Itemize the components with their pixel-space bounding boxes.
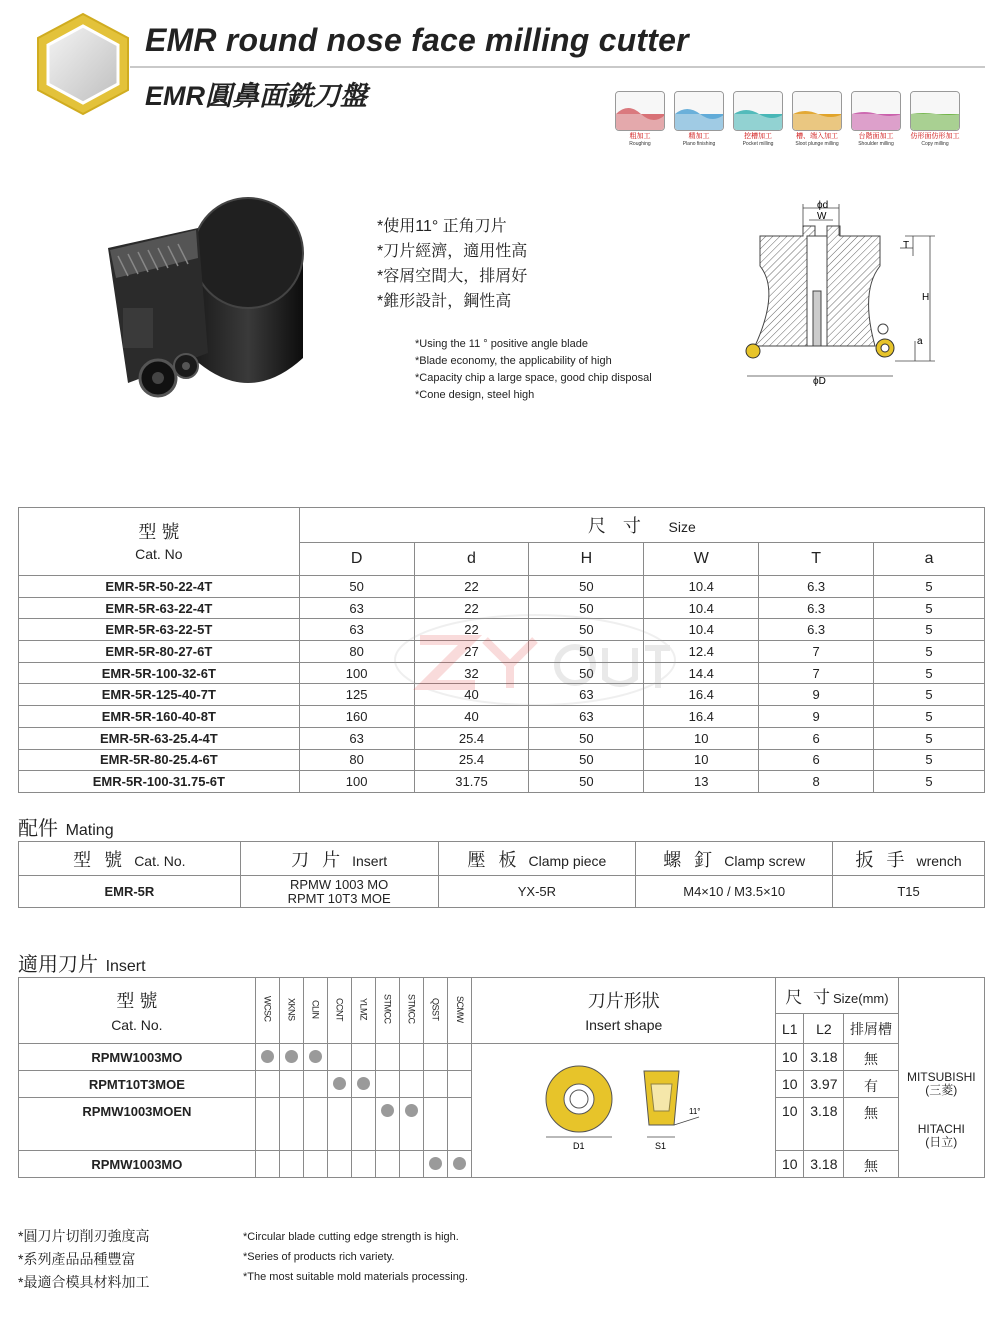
insert-label-en: Insert xyxy=(105,958,146,975)
spec-value-cell: 50 xyxy=(529,641,644,663)
roughing-icon xyxy=(615,91,665,131)
maker-name: HITACHI xyxy=(917,1122,965,1137)
insert-size-column: L2 xyxy=(804,1014,844,1044)
shape-label-d1: D1 xyxy=(572,1141,585,1151)
grade-cell xyxy=(303,1098,327,1151)
mating-column-header xyxy=(636,842,833,876)
spec-value-cell: 25.4 xyxy=(414,749,529,771)
spec-value-cell: 50 xyxy=(299,576,414,598)
spec-value-cell: 50 xyxy=(529,619,644,641)
spec-column-header: W xyxy=(644,543,759,576)
spec-value-cell: 80 xyxy=(299,641,414,663)
spec-cat-cell: EMR-5R-160-40-8T xyxy=(19,706,300,728)
spec-value-cell: 13 xyxy=(644,771,759,793)
operation-3 xyxy=(792,91,842,151)
table-row xyxy=(19,749,985,771)
insert-cat-cell: RPMW1003MO xyxy=(19,1151,256,1178)
spec-value-cell: 50 xyxy=(529,597,644,619)
spec-value-cell: 5 xyxy=(874,619,985,641)
mating-header-en: Insert xyxy=(352,852,388,869)
grade-cell xyxy=(279,1044,303,1071)
maker-name-zh: (日立) xyxy=(925,1135,958,1150)
operation-2 xyxy=(733,91,783,151)
grade-cell xyxy=(400,1098,424,1151)
grade-dot-icon xyxy=(285,1050,298,1063)
spec-size-en: Size xyxy=(668,519,696,535)
operation-5 xyxy=(910,91,960,151)
grade-cell xyxy=(255,1044,279,1071)
grade-dot-icon xyxy=(333,1077,346,1090)
operation-4 xyxy=(851,91,901,151)
spec-value-cell: 10.4 xyxy=(644,619,759,641)
table-row xyxy=(19,619,985,641)
feature-zh-item: *刀片經濟，適用性高 xyxy=(377,243,528,260)
spec-value-cell: 8 xyxy=(759,771,874,793)
mating-header-zh: 扳 手 xyxy=(855,849,909,870)
mating-cat: EMR-5R xyxy=(19,876,241,908)
insert-shape-header xyxy=(472,978,776,1044)
insert-size-cell: 10 xyxy=(776,1098,804,1151)
drawing-label-d: ϕd xyxy=(817,200,829,211)
operation-label-en: Pocket milling xyxy=(742,141,774,147)
grade-cell xyxy=(448,1151,472,1178)
grade-cell xyxy=(424,1044,448,1071)
operation-label-en: Roughing xyxy=(629,141,651,147)
spec-value-cell: 63 xyxy=(529,684,644,706)
mating-label-en: Mating xyxy=(65,822,114,839)
insert-header-cat xyxy=(19,978,256,1044)
operation-label-zh: 仿形面仿形加工 xyxy=(910,133,960,140)
spec-value-cell: 22 xyxy=(414,576,529,598)
note-en-item: *Circular blade cutting edge strength is high. xyxy=(243,1231,459,1243)
grade-column-header xyxy=(424,978,448,1044)
insert-cat-cell: RPMT10T3MOE xyxy=(19,1071,256,1098)
note-zh-item: *系列產品品種豐富 xyxy=(18,1251,136,1267)
spec-cat-zh: 型 號 xyxy=(138,521,180,542)
maker-header xyxy=(898,978,984,1044)
spec-value-cell: 63 xyxy=(299,727,414,749)
notes-chinese xyxy=(18,1225,149,1294)
spec-cat-cell: EMR-5R-80-27-6T xyxy=(19,641,300,663)
features-english xyxy=(415,336,652,404)
grade-code: STMCC xyxy=(382,994,393,1024)
table-row xyxy=(19,706,985,728)
grade-cell xyxy=(400,1151,424,1178)
spec-cat-cell: EMR-5R-63-22-5T xyxy=(19,619,300,641)
spec-value-cell: 6.3 xyxy=(759,597,874,619)
spec-value-cell: 63 xyxy=(299,597,414,619)
grade-column-header xyxy=(400,978,424,1044)
grade-cell xyxy=(448,1098,472,1151)
spec-value-cell: 50 xyxy=(529,727,644,749)
spec-size-zh: 尺 寸 xyxy=(587,516,647,536)
table-row xyxy=(19,597,985,619)
drawing-label-h: H xyxy=(922,292,930,303)
insert-table xyxy=(18,977,985,1178)
mating-wrench: T15 xyxy=(833,876,985,908)
grade-code: WCSC xyxy=(262,996,273,1022)
spec-cat-cell: EMR-5R-63-25.4-4T xyxy=(19,727,300,749)
spec-value-cell: 125 xyxy=(299,684,414,706)
insert-size-cell: 無 xyxy=(844,1151,898,1178)
spec-value-cell: 10.4 xyxy=(644,597,759,619)
mating-screw: M4×10 / M3.5×10 xyxy=(636,876,833,908)
mating-insert xyxy=(240,876,438,908)
spec-value-cell: 100 xyxy=(299,662,414,684)
grade-cell xyxy=(351,1151,375,1178)
feature-en-item: *Capacity chip a large space, good chip disposal xyxy=(415,372,652,384)
cutter-cross-section-drawing xyxy=(735,196,950,396)
drawing-label-w: W xyxy=(817,211,827,222)
insert-shape-drawing-cell xyxy=(472,1044,776,1178)
grade-dot-icon xyxy=(453,1157,466,1170)
spec-value-cell: 10 xyxy=(644,749,759,771)
maker-cell xyxy=(898,1044,984,1178)
page-subtitle: EMR圓鼻面銑刀盤 xyxy=(145,81,367,111)
table-row xyxy=(19,576,985,598)
grade-cell xyxy=(376,1044,400,1071)
spec-value-cell: 63 xyxy=(299,619,414,641)
grade-cell xyxy=(255,1098,279,1151)
spec-value-cell: 50 xyxy=(529,749,644,771)
mating-column-header xyxy=(240,842,438,876)
insert-size-cell: 3.18 xyxy=(804,1098,844,1151)
grade-column-header xyxy=(351,978,375,1044)
grade-cell xyxy=(327,1151,351,1178)
insert-size-header xyxy=(776,978,898,1014)
mating-column-header xyxy=(19,842,241,876)
grade-dot-icon xyxy=(309,1050,322,1063)
shape-label-angle: 11° xyxy=(688,1107,701,1116)
pocket-milling-icon xyxy=(733,91,783,131)
grade-column-header xyxy=(376,978,400,1044)
insert-shape-drawing xyxy=(539,1059,709,1159)
mating-section-title xyxy=(18,812,114,841)
mating-header-zh: 型 號 xyxy=(73,849,127,870)
spec-value-cell: 27 xyxy=(414,641,529,663)
spec-value-cell: 160 xyxy=(299,706,414,728)
spec-value-cell: 63 xyxy=(529,706,644,728)
spec-value-cell: 40 xyxy=(414,684,529,706)
grade-cell xyxy=(279,1151,303,1178)
spec-value-cell: 5 xyxy=(874,706,985,728)
slot-plunge-icon xyxy=(792,91,842,131)
spec-value-cell: 12.4 xyxy=(644,641,759,663)
insert-size-cell: 3.97 xyxy=(804,1071,844,1098)
operation-label-en: Plano finishing xyxy=(682,141,716,147)
grade-cell xyxy=(448,1071,472,1098)
table-row xyxy=(19,641,985,663)
insert-size-cell: 10 xyxy=(776,1071,804,1098)
grade-cell xyxy=(424,1098,448,1151)
grade-column-header xyxy=(448,978,472,1044)
grade-cell xyxy=(255,1071,279,1098)
mating-label-zh: 配件 xyxy=(18,818,58,840)
insert-section-title xyxy=(18,948,146,977)
feature-en-item: *Cone design, steel high xyxy=(415,389,535,401)
spec-value-cell: 7 xyxy=(759,662,874,684)
spec-value-cell: 40 xyxy=(414,706,529,728)
note-zh-item: *最適合模具材料加工 xyxy=(18,1274,150,1290)
insert-size-cell: 無 xyxy=(844,1044,898,1071)
insert-size-cell: 有 xyxy=(844,1071,898,1098)
maker-name-zh: (三菱) xyxy=(925,1083,958,1098)
operation-label-zh: 精加工 xyxy=(688,133,710,140)
insert-cat-zh: 型 號 xyxy=(116,990,158,1011)
table-row xyxy=(19,1044,985,1071)
mating-insert-line2: RPMT 10T3 MOE xyxy=(287,890,391,906)
maker-block xyxy=(899,1071,984,1097)
mating-header-en: Clamp piece xyxy=(528,852,607,869)
spec-value-cell: 16.4 xyxy=(644,706,759,728)
grade-dot-icon xyxy=(381,1104,394,1117)
operation-label-en: Shoulder milling xyxy=(858,141,894,147)
grade-cell xyxy=(400,1071,424,1098)
grade-code: STMCC xyxy=(406,994,417,1024)
grade-dot-icon xyxy=(261,1050,274,1063)
spec-cat-cell: EMR-5R-80-25.4-6T xyxy=(19,749,300,771)
spec-value-cell: 7 xyxy=(759,641,874,663)
mating-insert-line1: RPMW 1003 MO xyxy=(290,876,389,892)
operation-label-zh: 挖槽加工 xyxy=(744,133,772,140)
grade-cell xyxy=(303,1044,327,1071)
insert-size-cell: 3.18 xyxy=(804,1044,844,1071)
title-divider xyxy=(130,66,985,68)
spec-value-cell: 9 xyxy=(759,706,874,728)
note-zh-item: *圓刀片切削刃強度高 xyxy=(18,1228,150,1244)
maker-name: MITSUBISHI xyxy=(906,1070,976,1085)
insert-cat-cell: RPMW1003MOEN xyxy=(19,1098,256,1151)
insert-shape-zh: 刀片形狀 xyxy=(587,990,660,1011)
spec-value-cell: 50 xyxy=(529,771,644,793)
spec-value-cell: 22 xyxy=(414,619,529,641)
spec-column-header: d xyxy=(414,543,529,576)
grade-cell xyxy=(255,1151,279,1178)
grade-code: XKNS xyxy=(286,997,297,1021)
spec-column-header: T xyxy=(759,543,874,576)
feature-zh-item: *容屑空間大，排屑好 xyxy=(377,268,528,285)
spec-value-cell: 5 xyxy=(874,684,985,706)
table-row xyxy=(19,771,985,793)
spec-column-header: a xyxy=(874,543,985,576)
operation-label-en: Sloot plunge milling xyxy=(795,141,839,147)
grade-cell xyxy=(279,1098,303,1151)
grade-code: CLIN xyxy=(310,999,321,1019)
grade-dot-icon xyxy=(429,1157,442,1170)
grade-cell xyxy=(327,1044,351,1071)
spec-value-cell: 22 xyxy=(414,597,529,619)
copy-milling-icon xyxy=(910,91,960,131)
mating-header-en: wrench xyxy=(916,852,962,869)
insert-size-zh: 尺 寸 xyxy=(785,988,833,1007)
grade-cell xyxy=(424,1151,448,1178)
notes-english xyxy=(243,1227,468,1287)
page-title: EMR round nose face milling cutter xyxy=(145,22,689,58)
insert-size-cell: 無 xyxy=(844,1098,898,1151)
spec-value-cell: 31.75 xyxy=(414,771,529,793)
insert-size-cell: 3.18 xyxy=(804,1151,844,1178)
spec-value-cell: 6 xyxy=(759,749,874,771)
grade-cell xyxy=(327,1071,351,1098)
spec-value-cell: 5 xyxy=(874,749,985,771)
shape-label-s1: S1 xyxy=(654,1141,666,1151)
mating-header-zh: 刀 片 xyxy=(291,849,345,870)
grade-code: SCMW xyxy=(454,995,465,1023)
operation-icons xyxy=(615,91,960,151)
grade-code: QSST xyxy=(430,997,441,1021)
operation-label-zh: 槽、端入加工 xyxy=(796,133,838,140)
mating-header-en: Clamp screw xyxy=(724,852,806,869)
insert-shape-en: Insert shape xyxy=(585,1016,663,1033)
mating-column-header xyxy=(833,842,985,876)
feature-zh-item: *使用11° 正角刀片 xyxy=(377,218,507,235)
insert-size-cell: 10 xyxy=(776,1044,804,1071)
table-row xyxy=(19,727,985,749)
spec-value-cell: 10.4 xyxy=(644,576,759,598)
specification-table xyxy=(18,507,985,793)
grade-cell xyxy=(376,1098,400,1151)
spec-header-cat xyxy=(19,508,300,576)
grade-cell xyxy=(351,1071,375,1098)
grade-cell xyxy=(303,1071,327,1098)
cutter-photo xyxy=(88,178,318,428)
feature-en-item: *Using the 11 ° positive angle blade xyxy=(415,338,588,350)
spec-cat-cell: EMR-5R-100-31.75-6T xyxy=(19,771,300,793)
mating-clamp: YX-5R xyxy=(438,876,636,908)
operation-label-en: Copy milling xyxy=(921,141,949,147)
mating-header-zh: 壓 板 xyxy=(467,849,521,870)
grade-cell xyxy=(448,1044,472,1071)
spec-cat-cell: EMR-5R-125-40-7T xyxy=(19,684,300,706)
grade-cell xyxy=(327,1098,351,1151)
grade-cell xyxy=(351,1098,375,1151)
spec-value-cell: 14.4 xyxy=(644,662,759,684)
maker-block xyxy=(899,1123,984,1149)
spec-value-cell: 5 xyxy=(874,771,985,793)
spec-cat-cell: EMR-5R-50-22-4T xyxy=(19,576,300,598)
grade-code: CCNT xyxy=(334,997,345,1021)
spec-value-cell: 6 xyxy=(759,727,874,749)
plano-finishing-icon xyxy=(674,91,724,131)
grade-cell xyxy=(400,1044,424,1071)
spec-value-cell: 5 xyxy=(874,576,985,598)
table-row xyxy=(19,684,985,706)
spec-value-cell: 10 xyxy=(644,727,759,749)
grade-dot-icon xyxy=(405,1104,418,1117)
insert-size-cell: 10 xyxy=(776,1151,804,1178)
insert-size-en: Size(mm) xyxy=(832,991,889,1006)
logo-hexagon-icon xyxy=(28,10,138,120)
spec-value-cell: 5 xyxy=(874,641,985,663)
feature-zh-item: *錐形設計，鋼性高 xyxy=(377,293,512,310)
spec-value-cell: 6.3 xyxy=(759,619,874,641)
grade-cell xyxy=(376,1071,400,1098)
spec-value-cell: 50 xyxy=(529,662,644,684)
spec-cat-en: Cat. No xyxy=(135,545,183,562)
spec-value-cell: 9 xyxy=(759,684,874,706)
spec-value-cell: 5 xyxy=(874,727,985,749)
mating-header-zh: 螺 釘 xyxy=(663,849,717,870)
grade-column-header xyxy=(303,978,327,1044)
drawing-label-big-d: ϕD xyxy=(813,376,826,387)
mating-column-header xyxy=(438,842,636,876)
grade-cell xyxy=(424,1071,448,1098)
table-row xyxy=(19,662,985,684)
grade-column-header xyxy=(327,978,351,1044)
operation-label-zh: 粗加工 xyxy=(629,133,651,140)
spec-value-cell: 25.4 xyxy=(414,727,529,749)
spec-value-cell: 5 xyxy=(874,597,985,619)
grade-cell xyxy=(376,1151,400,1178)
drawing-label-a: a xyxy=(917,336,923,347)
spec-value-cell: 80 xyxy=(299,749,414,771)
spec-value-cell: 100 xyxy=(299,771,414,793)
spec-value-cell: 5 xyxy=(874,662,985,684)
spec-value-cell: 6.3 xyxy=(759,576,874,598)
spec-cat-cell: EMR-5R-63-22-4T xyxy=(19,597,300,619)
grade-column-header xyxy=(255,978,279,1044)
grade-dot-icon xyxy=(357,1077,370,1090)
insert-size-column: L1 xyxy=(776,1014,804,1044)
grade-code: YLMZ xyxy=(358,997,369,1020)
insert-size-column: 排屑槽 xyxy=(844,1014,898,1044)
drawing-label-t: T xyxy=(903,240,910,251)
operation-label-zh: 台階面加工 xyxy=(858,133,894,140)
note-en-item: *Series of products rich variety. xyxy=(243,1251,395,1263)
spec-header-size xyxy=(299,508,984,543)
features-chinese xyxy=(377,214,527,314)
feature-en-item: *Blade economy, the applicability of high xyxy=(415,355,612,367)
insert-cat-cell: RPMW1003MO xyxy=(19,1044,256,1071)
insert-cat-en: Cat. No. xyxy=(111,1016,163,1033)
spec-value-cell: 50 xyxy=(529,576,644,598)
operation-0 xyxy=(615,91,665,151)
operation-1 xyxy=(674,91,724,151)
mating-table xyxy=(18,841,985,908)
insert-label-zh: 適用刀片 xyxy=(18,954,98,976)
grade-cell xyxy=(303,1151,327,1178)
spec-cat-cell: EMR-5R-100-32-6T xyxy=(19,662,300,684)
spec-value-cell: 16.4 xyxy=(644,684,759,706)
shoulder-milling-icon xyxy=(851,91,901,131)
spec-column-header: H xyxy=(529,543,644,576)
spec-value-cell: 32 xyxy=(414,662,529,684)
grade-cell xyxy=(279,1071,303,1098)
mating-header-en: Cat. No. xyxy=(134,852,186,869)
grade-column-header xyxy=(279,978,303,1044)
note-en-item: *The most suitable mold materials processing. xyxy=(243,1271,468,1283)
spec-column-header: D xyxy=(299,543,414,576)
grade-cell xyxy=(351,1044,375,1071)
